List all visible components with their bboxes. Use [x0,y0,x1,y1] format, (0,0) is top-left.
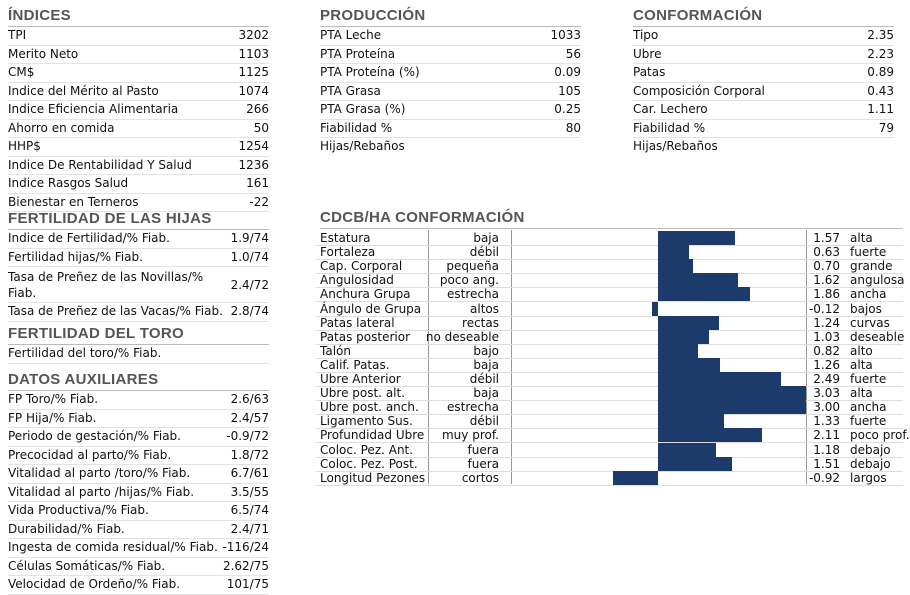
trait-row-patas-posterior [316,330,903,345]
row-value: 50 [253,120,269,135]
trait-row-talon [316,344,903,359]
trait-value: 0.70 [813,259,840,274]
row-label: Patas [633,65,666,79]
fertilidad-toro-list [8,345,269,364]
trait-high-label: curvas [850,315,890,330]
trait-value: 1.26 [813,357,840,372]
row-tasa-de-prenez-de-las-novillas-fiab [8,267,269,303]
row-label: PTA Leche [320,28,382,42]
datos-auxiliares-section [8,370,269,595]
trait-value: 1.18 [813,442,840,457]
row-label: Merito Neto [8,46,79,61]
row-value: 2.4/72 [230,277,269,292]
trait-high-label: largos [850,470,887,485]
row-label: Indice de Fertilidad/% Fiab. [8,231,170,245]
row-value: 3.5/55 [230,484,269,499]
trait-bar [613,471,658,485]
trait-high-label: poco prof. [850,428,910,443]
row-value: 161 [246,176,269,190]
trait-row-fortaleza [316,245,903,260]
row-value: 266 [246,102,269,116]
row-hhp [8,138,269,157]
row-label: Vitalidad al parto /hijas/% Fiab. [8,484,195,499]
row-durabilidad-fiab [8,521,269,540]
trait-value: 1.33 [813,414,840,429]
row-value: 6.7/61 [230,466,269,480]
row-fp-hija-fiab [8,410,269,429]
row-label: Durabilidad/% Fiab. [8,521,125,536]
trait-low-label: estrecha [447,287,499,302]
row-label: Tasa de Preñez de las Novillas/% Fiab. [8,269,204,300]
trait-bar [658,414,724,428]
row-pta-leche [320,27,581,46]
trait-low-label: altos [470,301,499,316]
trait-name: Coloc. Pez. Post. [320,456,418,471]
row-value: 1.11 [867,102,894,116]
row-label: Ubre [633,46,662,61]
trait-name: Cap. Corporal [320,259,403,274]
trait-row-ligamento-sus [316,414,903,429]
row-value: 1074 [238,83,269,98]
row-precocidad-al-parto-fiab [8,447,269,466]
row-cm [8,64,269,83]
row-vitalidad-al-parto-toro-fiab [8,465,269,484]
trait-value: 2.49 [813,372,840,386]
row-indice-del-merito-al-pasto [8,83,269,102]
row-indice-de-rentabilidad-y-salud [8,157,269,176]
trait-high-label: alta [850,386,873,401]
row-value: 80 [565,120,581,135]
datos-auxiliares-list [8,391,269,595]
row-vitalidad-al-parto-hijas-fiab [8,484,269,503]
trait-low-label: muy prof. [441,428,499,443]
trait-bar [658,457,732,471]
row-value: 1103 [238,46,269,61]
trait-row-ubre-post-anch [316,400,903,415]
row-label: Indice del Mérito al Pasto [8,83,159,98]
trait-bar [658,330,709,344]
row-label: CM$ [8,65,35,79]
conformacion-list [633,27,894,138]
trait-bar [658,245,689,259]
trait-low-label: débil [469,372,499,386]
trait-name: Calif. Patas. [320,357,390,372]
row-label: Periodo de gestación/% Fiab. [8,429,181,443]
trait-high-label: grande [850,259,893,274]
conformacion-section [633,6,894,156]
trait-row-coloc-pez-post [316,457,903,472]
trait-low-label: baja [473,357,499,372]
indices-list [8,27,269,212]
trait-name: Patas lateral [320,315,395,330]
trait-value: 1.86 [813,287,840,302]
trait-value: 2.11 [813,428,840,443]
fertilidad-toro-title: FERTILIDAD DEL TORO [8,324,269,345]
row-label: PTA Grasa [320,83,381,98]
row-label: Precocidad al parto/% Fiab. [8,447,172,462]
trait-high-label: debajo [850,442,891,457]
produccion-list [320,27,581,138]
trait-value: 1.51 [813,456,840,471]
row-label: TPI [8,28,27,42]
trait-bar [658,358,720,372]
row-fiabilidad [320,120,581,139]
row-tpi [8,27,269,46]
trait-low-label: baja [473,231,499,245]
row-value: 2.35 [867,28,894,42]
trait-value: 1.62 [813,273,840,288]
row-label: Fertilidad hijas/% Fiab. [8,249,143,264]
trait-row-angulo-de-grupa [316,302,903,317]
trait-low-label: no deseable [425,329,499,344]
row-label: PTA Grasa (%) [320,102,406,116]
row-car-lechero [633,101,894,120]
trait-high-label: alta [850,357,873,372]
trait-name: Fortaleza [320,245,376,260]
trait-value: 3.00 [813,400,840,415]
row-indice-de-fertilidad-fiab [8,230,269,249]
row-label: FP Hija/% Fiab. [8,410,97,425]
trait-bar [658,372,781,386]
trait-value: 1.03 [813,329,840,344]
trait-high-label: fuerte [850,414,887,429]
row-value: 2.23 [867,46,894,61]
row-label: Células Somáticas/% Fiab. [8,558,166,573]
row-value: 1236 [238,157,269,172]
fertilidad-hijas-title: FERTILIDAD DE LAS HIJAS [8,209,269,230]
trait-name: Ángulo de Grupa [320,301,422,316]
trait-low-label: bajo [473,343,499,358]
trait-row-anchura-grupa [316,287,903,302]
trait-row-ubre-post-alt [316,386,903,401]
row-label: Car. Lechero [633,102,708,116]
row-tipo [633,27,894,46]
trait-low-label: poco ang. [439,273,499,288]
row-pta-grasa [320,101,581,120]
trait-bar [658,428,762,442]
produccion-footer: Hijas/Rebaños [320,139,405,153]
trait-high-label: fuerte [850,372,887,386]
trait-row-patas-lateral [316,316,903,331]
row-value: -22 [249,194,269,209]
trait-low-label: fuera [467,442,499,457]
row-value: 1125 [238,65,269,79]
trait-value: 1.24 [813,315,840,330]
row-value: 0.25 [554,102,581,116]
trait-name: Ubre post. alt. [320,386,406,401]
trait-value: -0.92 [808,470,840,485]
row-label: Tipo [633,28,659,42]
trait-low-label: baja [473,386,499,401]
row-value: 2.8/74 [230,304,269,318]
trait-high-label: bajos [850,301,882,316]
row-value: 2.4/57 [230,410,269,425]
row-value: 3202 [238,28,269,42]
trait-bar [658,287,750,301]
conformacion-footer: Hijas/Rebaños [633,139,718,153]
row-fp-toro-fiab [8,391,269,410]
trait-name: Estatura [320,231,371,245]
produccion-section [320,6,581,156]
trait-low-label: débil [469,414,499,429]
trait-high-label: debajo [850,456,891,471]
trait-high-label: angulosa [850,273,905,288]
trait-row-ubre-anterior [316,372,903,387]
trait-low-label: estrecha [447,400,499,415]
row-value: 0.09 [554,65,581,79]
row-merito-neto [8,46,269,65]
trait-value: 3.03 [813,386,840,401]
datos-auxiliares-title: DATOS AUXILIARES [8,370,269,391]
trait-bar [658,231,735,245]
trait-row-angulosidad [316,273,903,288]
trait-row-estatura [316,231,903,246]
trait-bar [652,302,658,316]
row-label: Vitalidad al parto /toro/% Fiab. [8,466,191,480]
produccion-title: PRODUCCIÓN [320,6,581,27]
row-indice-eficiencia-alimentaria [8,101,269,120]
trait-bar [658,344,698,358]
row-vida-productiva-fiab [8,502,269,521]
row-value: 1254 [238,139,269,153]
row-value: 1.8/72 [230,447,269,462]
row-label: Ahorro en comida [8,120,115,135]
fertilidad-hijas-list [8,230,269,322]
row-value: 0.89 [867,65,894,79]
row-value: 2.6/63 [230,392,269,406]
indices-title: ÍNDICES [8,6,269,27]
indices-section [8,6,269,212]
trait-row-coloc-pez-ant [316,443,903,458]
row-label: PTA Proteína (%) [320,65,420,79]
trait-high-label: alto [850,343,873,358]
trait-bar [658,386,806,400]
row-ubre [633,46,894,65]
row-value: 56 [565,46,581,61]
trait-row-cap-corporal [316,259,903,274]
row-label: Bienestar en Terneros [8,194,139,209]
row-fertilidad-del-toro-fiab [8,345,269,364]
trait-high-label: deseable [850,329,905,344]
trait-high-label: ancha [850,400,887,415]
trait-name: Patas posterior [320,329,411,344]
trait-name: Longitud Pezones [320,470,426,485]
trait-name: Angulosidad [320,273,394,288]
trait-value: 1.57 [813,231,840,245]
row-fiabilidad [633,120,894,139]
trait-row-profundidad-ubre [316,428,910,443]
row-ahorro-en-comida [8,120,269,139]
trait-low-label: fuera [467,456,499,471]
row-label: Vida Productiva/% Fiab. [8,503,149,517]
row-pta-proteina [320,46,581,65]
row-value: 101/75 [226,577,269,591]
row-label: HHP$ [8,139,41,153]
row-value: -116/24 [222,540,269,554]
row-value: 1.9/74 [230,231,269,245]
row-tasa-de-prenez-de-las-vacas-fiab [8,303,269,322]
fertilidad-toro-section [8,324,269,364]
row-value: 1033 [550,28,581,42]
row-value: 79 [878,120,894,135]
conformacion-title: CONFORMACIÓN [633,6,894,27]
trait-value: -0.12 [808,301,840,316]
row-composicion-corporal [633,83,894,102]
trait-value: 0.82 [813,343,840,358]
trait-low-label: rectas [462,315,499,330]
row-indice-rasgos-salud [8,175,269,194]
trait-name: Ligamento Sus. [320,414,413,429]
row-label: Indice De Rentabilidad Y Salud [8,157,192,172]
row-label: Ingesta de comida residual/% Fiab. [8,540,218,554]
row-label: FP Toro/% Fiab. [8,392,99,406]
trait-bar [658,316,719,330]
row-ingesta-de-comida-residual-fiab [8,539,269,558]
trait-value: 0.63 [813,245,840,260]
trait-bar [658,400,806,414]
row-label: Indice Rasgos Salud [8,176,129,190]
trait-name: Ubre Anterior [320,372,401,386]
trait-high-label: ancha [850,287,887,302]
row-value: 6.5/74 [230,503,269,517]
row-label: Indice Eficiencia Alimentaria [8,102,179,116]
row-pta-grasa [320,83,581,102]
trait-name: Talón [320,343,351,358]
row-label: Velocidad de Ordeño/% Fiab. [8,577,181,591]
row-pta-proteina [320,64,581,83]
cdcb-title: CDCB/HA CONFORMACIÓN [320,208,903,229]
trait-low-label: débil [469,245,499,260]
row-label: Fiabilidad % [633,120,706,135]
row-patas [633,64,894,83]
row-value: -0.9/72 [226,429,269,443]
cdcb-conformacion-chart [316,208,910,487]
trait-row-calif-patas [316,358,903,373]
row-value: 2.62/75 [222,558,269,573]
trait-low-label: pequeña [446,259,499,274]
row-label: PTA Proteína [320,46,396,61]
trait-row-longitud-pezones [316,471,903,486]
trait-bar [658,259,693,273]
trait-high-label: fuerte [850,245,887,260]
row-label: Fertilidad del toro/% Fiab. [8,346,162,360]
trait-name: Coloc. Pez. Ant. [320,442,414,457]
row-value: 0.43 [867,83,894,98]
row-label: Composición Corporal [633,83,765,98]
fertilidad-hijas-section [8,209,269,322]
trait-high-label: alta [850,231,873,245]
row-velocidad-de-ordeno-fiab [8,576,269,595]
row-periodo-de-gestacion-fiab [8,428,269,447]
trait-name: Profundidad Ubre [320,428,425,443]
trait-bar [658,273,738,287]
row-value: 2.4/71 [230,521,269,536]
row-value: 105 [558,83,581,98]
row-fertilidad-hijas-fiab [8,249,269,268]
trait-low-label: cortos [461,470,499,485]
row-value: 1.0/74 [230,249,269,264]
trait-name: Anchura Grupa [320,287,411,302]
row-label: Tasa de Preñez de las Vacas/% Fiab. [8,304,223,318]
row-label: Fiabilidad % [320,120,393,135]
trait-bar [658,443,716,457]
trait-name: Ubre post. anch. [320,400,419,415]
row-celulas-somaticas-fiab [8,558,269,577]
